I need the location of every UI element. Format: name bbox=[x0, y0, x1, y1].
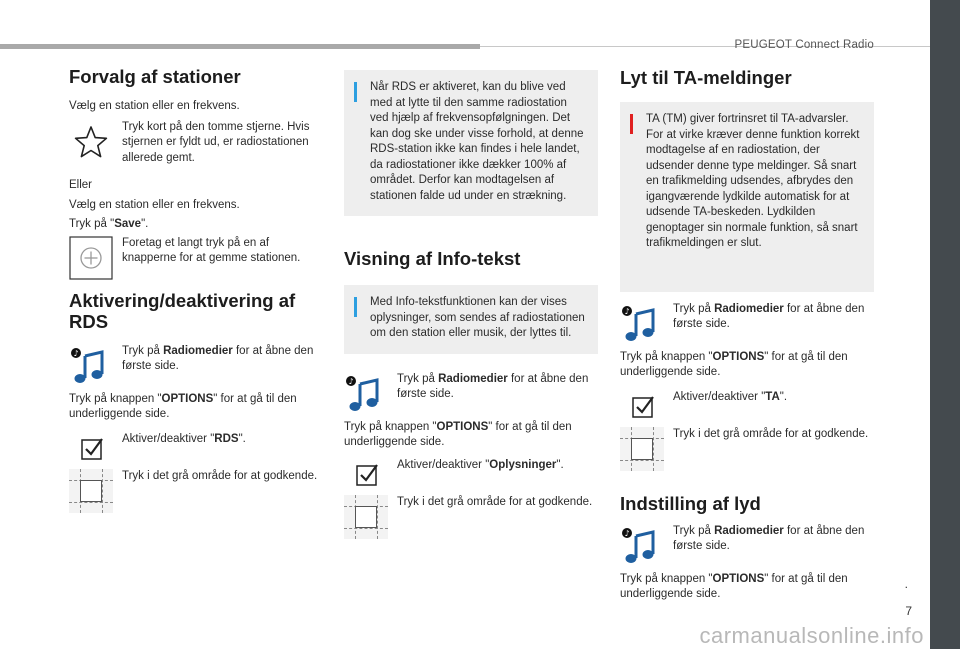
radio-instruction bbox=[620, 524, 874, 568]
watermark: carmanualsonline.info bbox=[699, 622, 924, 648]
svg-text:♪: ♪ bbox=[348, 376, 354, 386]
heading-lyd: Indstilling af lyd bbox=[620, 492, 761, 514]
paragraph: Vælg en station eller en frekvens. bbox=[69, 100, 240, 112]
warning-text: TA (TM) giver fortrinsret til TA-advarsler. For at virke kræver denne funktion korrekt modtagelse af en radiostation, der udsender denne type meldinger. Så snart en trafikmelding udsendes, afbrydes den igangværende lydkilde automatisk for at udsende TA-beskeden. Lydkilden genoptager sin normale funktion, så snart trafikmeldingen er slut. bbox=[646, 113, 860, 249]
save-instruction: Tryk på "Save". bbox=[69, 218, 149, 230]
ta-warning-note bbox=[620, 102, 874, 292]
music-note-icon bbox=[344, 372, 388, 416]
options-instruction: Tryk på knappen "OPTIONS" for at gå til den underliggende side. bbox=[69, 392, 297, 420]
column-middle bbox=[344, 70, 598, 539]
grey-area-icon bbox=[69, 469, 113, 513]
heading-ta: Lyt til TA-meldinger bbox=[620, 67, 792, 88]
options-instruction: Tryk på knappen "OPTIONS" for at gå til den underliggende side. bbox=[344, 420, 572, 448]
rds-info-note bbox=[344, 70, 598, 216]
toggle-text: Aktiver/deaktiver "TA". bbox=[673, 390, 788, 403]
grey-area-icon bbox=[344, 495, 388, 539]
confirm-text: Tryk i det grå område for at godkende. bbox=[673, 427, 869, 440]
toggle-instruction bbox=[344, 453, 598, 497]
page-dots: . bbox=[904, 576, 908, 591]
checkbox-icon bbox=[620, 385, 664, 429]
page-sidebar bbox=[930, 0, 960, 649]
star-icon bbox=[69, 120, 113, 164]
radio-text: Tryk på Radiomedier for at åbne den første side. bbox=[673, 524, 865, 552]
toggle-instruction bbox=[69, 427, 324, 471]
radio-text: Tryk på Radiomedier for at åbne den første side. bbox=[397, 372, 589, 400]
svg-text:♪: ♪ bbox=[73, 348, 79, 358]
info-marker bbox=[354, 297, 357, 317]
heading-forvalg: Forvalg af stationer bbox=[69, 66, 241, 87]
heading-rds: Aktivering/deaktivering af RDS bbox=[69, 289, 296, 332]
confirm-text: Tryk i det grå område for at godkende. bbox=[397, 495, 593, 508]
info-marker bbox=[354, 82, 357, 102]
warning-marker bbox=[630, 114, 633, 134]
music-note-icon bbox=[69, 344, 113, 388]
toggle-text: Aktiver/deaktiver "Oplysninger". bbox=[397, 458, 564, 471]
toggle-text: Aktiver/deaktiver "RDS". bbox=[122, 432, 246, 445]
plus-text: Foretag et langt tryk på en af knapperne for at gemme stationen. bbox=[122, 236, 301, 264]
radio-instruction bbox=[620, 302, 874, 346]
checkbox-icon bbox=[69, 427, 113, 471]
confirm-text: Tryk i det grå område for at godkende. bbox=[122, 469, 318, 482]
infotext-note bbox=[344, 285, 598, 354]
radio-text: Tryk på Radiomedier for at åbne den første side. bbox=[122, 344, 314, 372]
heading-infotekst: Visning af Info-tekst bbox=[344, 248, 521, 269]
radio-text: Tryk på Radiomedier for at åbne den første side. bbox=[673, 302, 865, 330]
header-rule bbox=[0, 44, 480, 49]
confirm-instruction bbox=[69, 469, 324, 513]
radio-instruction bbox=[69, 344, 324, 388]
svg-text:♪: ♪ bbox=[624, 306, 630, 316]
radio-instruction bbox=[344, 372, 598, 416]
options-instruction: Tryk på knappen "OPTIONS" for at gå til den underliggende side. bbox=[620, 350, 848, 378]
plus-icon bbox=[69, 236, 113, 280]
header-title: PEUGEOT Connect Radio bbox=[734, 39, 874, 51]
page-number: 7 bbox=[905, 603, 912, 618]
preset-instruction bbox=[69, 236, 324, 280]
paragraph-eller: Eller bbox=[69, 179, 93, 191]
star-text: Tryk kort på den tomme stjerne. Hvis stjernen er fyldt ud, er radiostationen allerede gemt. bbox=[122, 120, 310, 164]
column-left bbox=[69, 66, 324, 513]
grey-area-icon bbox=[620, 427, 664, 471]
svg-text:♪: ♪ bbox=[624, 528, 630, 538]
column-right bbox=[620, 66, 874, 603]
confirm-instruction bbox=[344, 495, 598, 539]
toggle-instruction bbox=[620, 385, 874, 429]
music-note-icon bbox=[620, 524, 664, 568]
music-note-icon bbox=[620, 302, 664, 346]
checkbox-icon bbox=[344, 453, 388, 497]
star-instruction bbox=[69, 120, 324, 167]
options-instruction: Tryk på knappen "OPTIONS" for at gå til den underliggende side. bbox=[620, 572, 848, 600]
note-text: Når RDS er aktiveret, kan du blive ved med at lytte til den samme radiostation ved hjælp af frekvensopfølgningen. Det kan dog ske under visse forhold, at denne RDS-station ikke kan findes i hele landet, da radiostationer ikke dækker 100% af området. Derfor kan modtagelsen af stationen falde ud under en strækning. bbox=[370, 81, 584, 202]
paragraph: Vælg en station eller en frekvens. bbox=[69, 198, 240, 211]
confirm-instruction bbox=[620, 427, 874, 471]
note-text: Med Info-tekstfunktionen kan der vises oplysninger, som sendes af radiostationen om den station eller musik, der lyttes til. bbox=[370, 296, 585, 339]
